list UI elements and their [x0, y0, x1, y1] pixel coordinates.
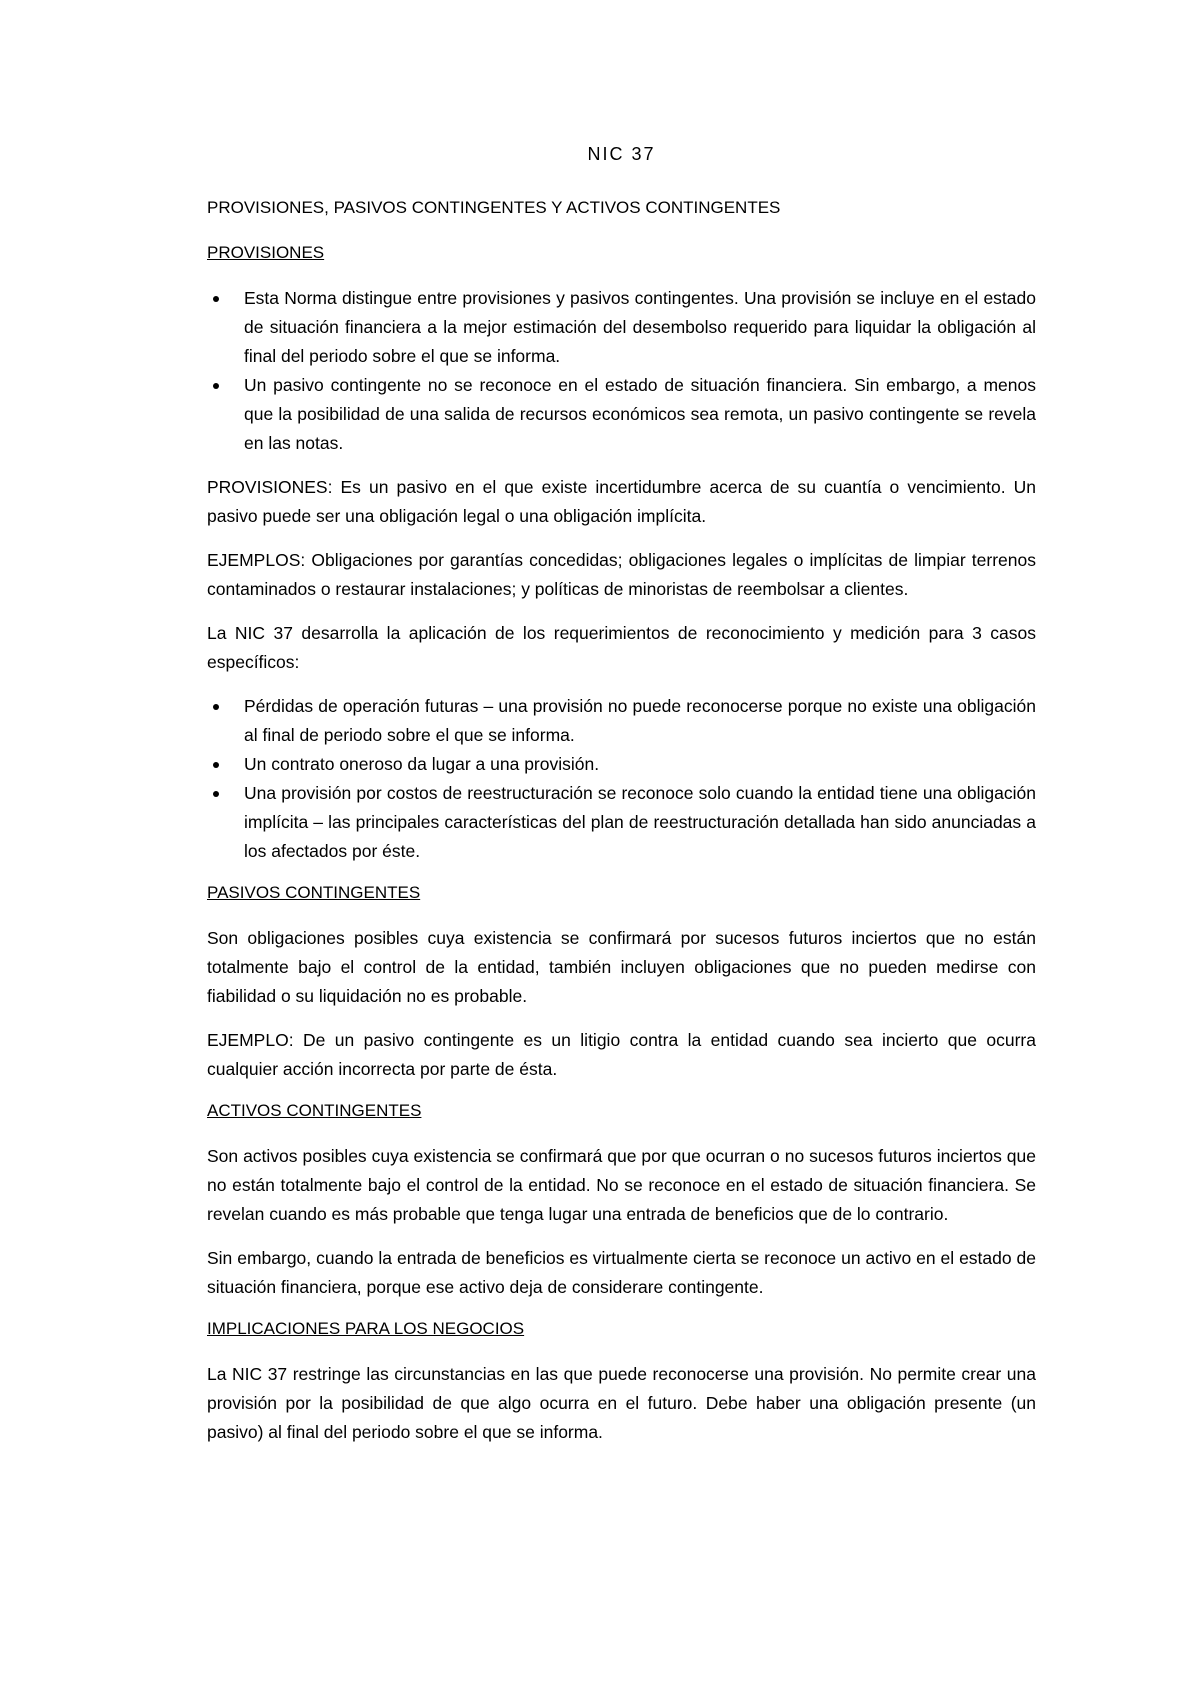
main-heading: PROVISIONES, PASIVOS CONTINGENTES Y ACTIVOS CONTINGENTES	[207, 198, 781, 217]
bullet-icon	[213, 383, 219, 389]
activos-definition: Son activos posibles cuya existencia se confirmará que por que ocurran o no sucesos futuros inciertos que no están totalmente bajo el control de la entidad. No se reconoce en el estado de situación financiera. Se revelan cuando es más probable que tenga lugar una entrada de beneficios que de lo contrario.	[207, 1146, 1036, 1224]
cases-bullet-list	[207, 692, 1036, 866]
list-item-text: Esta Norma distingue entre provisiones y pasivos contingentes. Una provisión se incluye en el estado de situación financiera a la mejor estimación del desembolso requerido para liquidar la obligación al final del periodo sobre el que se informa.	[244, 288, 1036, 366]
list-item	[207, 779, 1036, 866]
implicaciones-text: La NIC 37 restringe las circunstancias en las que puede reconocerse una provisión. No permite crear una provisión por la posibilidad de que algo ocurra en el futuro. Debe haber una obligación presente (un pasivo) al final del periodo sobre el que se informa.	[207, 1364, 1036, 1442]
list-item-text: Una provisión por costos de reestructuración se reconoce solo cuando la entidad tiene una obligación implícita – las principales características del plan de reestructuración detallada han sido anunciadas a los afectados por éste.	[244, 783, 1036, 861]
bullet-icon	[213, 791, 219, 797]
section-heading-implicaciones: IMPLICACIONES PARA LOS NEGOCIOS	[207, 1319, 525, 1338]
bullet-icon	[213, 704, 219, 710]
list-item-text: Un pasivo contingente no se reconoce en el estado de situación financiera. Sin embargo, a menos que la posibilidad de una salida de recursos económicos sea remota, un pasivo contingente se revela en las notas.	[244, 375, 1036, 453]
section-heading-activos: ACTIVOS CONTINGENTES	[207, 1101, 422, 1120]
list-item-text: Pérdidas de operación futuras – una provisión no puede reconocerse porque no existe una obligación al final de periodo sobre el que se informa.	[244, 696, 1036, 745]
section-heading-provisiones: PROVISIONES	[207, 243, 325, 262]
pasivos-definition: Son obligaciones posibles cuya existencia se confirmará por sucesos futuros inciertos que no están totalmente bajo el control de la entidad, también incluyen obligaciones que no pueden medirse con fiabilidad o su liquidación no es probable.	[207, 928, 1036, 1006]
bullet-icon	[213, 296, 219, 302]
cases-intro: La NIC 37 desarrolla la aplicación de los requerimientos de reconocimiento y medición para 3 casos específicos:	[207, 623, 1036, 672]
list-item	[207, 371, 1036, 458]
section-heading-pasivos: PASIVOS CONTINGENTES	[207, 883, 421, 902]
list-item	[207, 284, 1036, 371]
list-item	[207, 750, 1036, 779]
provisiones-definition: PROVISIONES: Es un pasivo en el que existe incertidumbre acerca de su cuantía o vencimiento. Un pasivo puede ser una obligación legal o una obligación implícita.	[207, 477, 1036, 526]
activos-note: Sin embargo, cuando la entrada de beneficios es virtualmente cierta se reconoce un activo en el estado de situación financiera, porque ese activo deja de considerare contingente.	[207, 1248, 1036, 1297]
document-title: NIC 37	[587, 144, 656, 164]
list-item	[207, 692, 1036, 750]
provisiones-bullet-list	[207, 284, 1036, 458]
pasivos-example: EJEMPLO: De un pasivo contingente es un litigio contra la entidad cuando sea incierto que ocurra cualquier acción incorrecta por parte de ésta.	[207, 1030, 1036, 1079]
provisiones-examples: EJEMPLOS: Obligaciones por garantías concedidas; obligaciones legales o implícitas de limpiar terrenos contaminados o restaurar instalaciones; y políticas de minoristas de reembolsar a clientes.	[207, 550, 1036, 599]
bullet-icon	[213, 762, 219, 768]
list-item-text: Un contrato oneroso da lugar a una provisión.	[244, 754, 600, 774]
